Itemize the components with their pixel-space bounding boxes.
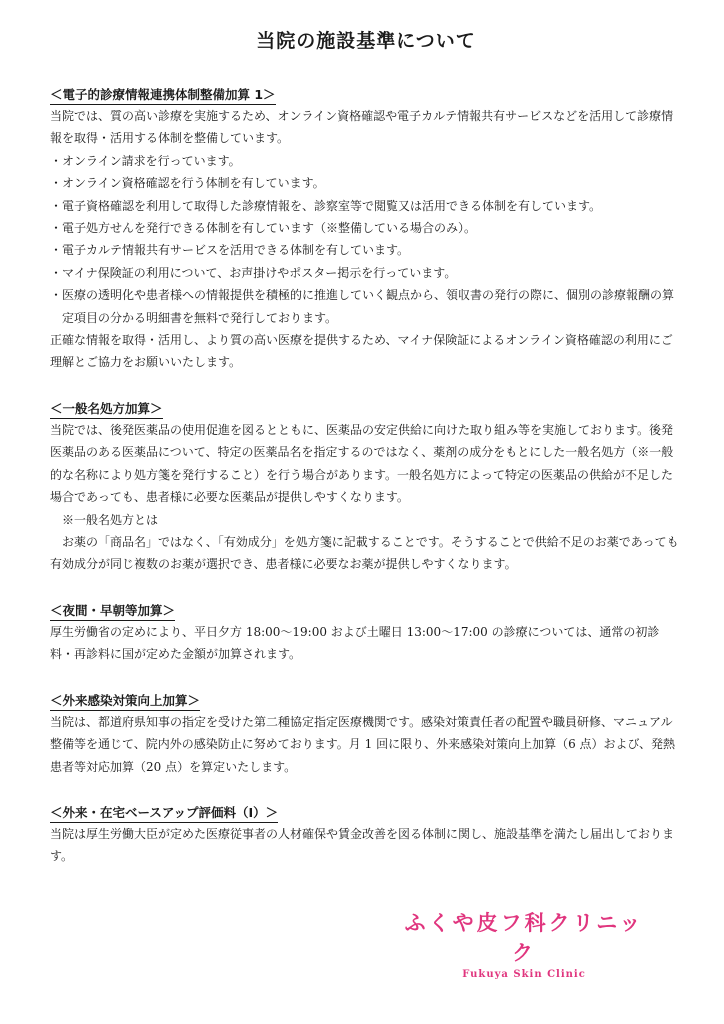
section-base-up — [50, 802, 682, 868]
list-item: ・オンライン請求を行っています。 — [50, 153, 241, 168]
section-body: 当院では、後発医薬品の使用促進を図るとともに、医薬品の安定供給に向けた取り組み等を実施しております。後発医薬品のある医薬品について、特定の医薬品名を指定するのではなく、薬剤の成分をもとにした一般名処方（※一般的な名称により処方箋を発行すること）を行う場合があります。一般名処方によって特定の医薬品の供給が不足した場合であっても、患者様に必要な医薬品が提供しやすくなります。 — [50, 423, 674, 505]
list-item: ・マイナ保険証の利用について、お声掛けやポスター掲示を行っています。 — [50, 265, 457, 280]
section-night-early — [50, 600, 682, 666]
list-item: ・オンライン資格確認を行う体制を有しています。 — [50, 176, 325, 191]
clinic-name-ja: ふくや皮フ科クリニック — [404, 911, 644, 965]
section-body: 当院は、都道府県知事の指定を受けた第二種協定指定医療機関です。感染対策責任者の配置や職員研修、マニュアル整備等を通じて、院内外の感染防止に努めております。月 1 回に限り、外来感染対策向上加算（6 点）および、発熱患者等対応加算（20 点）を算定いたします。 — [50, 715, 676, 774]
section-body: 当院は厚生労働大臣が定めた医療従事者の人材確保や賃金改善を図る体制に関し、施設基準を満たし届出しております。 — [50, 827, 675, 864]
note-body: お薬の「商品名」ではなく、「有効成分」を処方箋に記載することです。そうすることで供給不足のお薬であっても有効成分が同じ複数のお薬が選択でき、患者様に必要なお薬が提供しやすくなります。 — [50, 535, 679, 572]
section-heading: ＜外来・在宅ベースアップ評価料（Ⅰ）＞ — [50, 804, 278, 823]
section-body: 厚生労働省の定めにより、平日夕方 18:00～19:00 および土曜日 13:00～17:00 の診療については、通常の初診料・再診料に国が定めた金額が加算されます。 — [50, 625, 660, 662]
clinic-logo — [394, 908, 654, 982]
list-item: ・電子処方せんを発行できる体制を有しています（※整備している場合のみ）。 — [50, 221, 477, 236]
list-item: ・電子資格確認を利用して取得した診療情報を、診察室等で閲覧又は活用できる体制を有しています。 — [50, 198, 602, 213]
list-item: ・医療の透明化や患者様への情報提供を積極的に推進していく観点から、領収書の発行の際に、個別の診療報酬の算定項目の分かる明細書を無料で発行しております。 — [50, 288, 675, 325]
section-generic-prescription — [50, 398, 682, 576]
section-heading: ＜一般名処方加算＞ — [50, 400, 163, 419]
section-heading: ＜夜間・早朝等加算＞ — [50, 602, 175, 621]
bullet-list — [50, 150, 682, 329]
page-title: 当院の施設基準について — [256, 30, 476, 52]
section-heading: ＜外来感染対策向上加算＞ — [50, 692, 200, 711]
clinic-name-en: Fukuya Skin Clinic — [462, 969, 586, 980]
note-title: ※一般名処方とは — [62, 512, 159, 527]
section-intro: 当院では、質の高い診療を実施するため、オンライン資格確認や電子カルテ情報共有サービスなどを活用して診療情報を取得・活用する体制を整備しています。 — [50, 109, 674, 146]
section-outro: 正確な情報を取得・活用し、より質の高い医療を提供するため、マイナ保険証によるオンライン資格確認の利用にご理解とご協力をお願いいたします。 — [50, 333, 673, 370]
section-electronic-info — [50, 84, 682, 374]
section-heading: ＜電子的診療情報連携体制整備加算 1＞ — [50, 86, 276, 105]
list-item: ・電子カルテ情報共有サービスを活用できる体制を有しています。 — [50, 243, 410, 258]
section-infection-control — [50, 690, 682, 778]
